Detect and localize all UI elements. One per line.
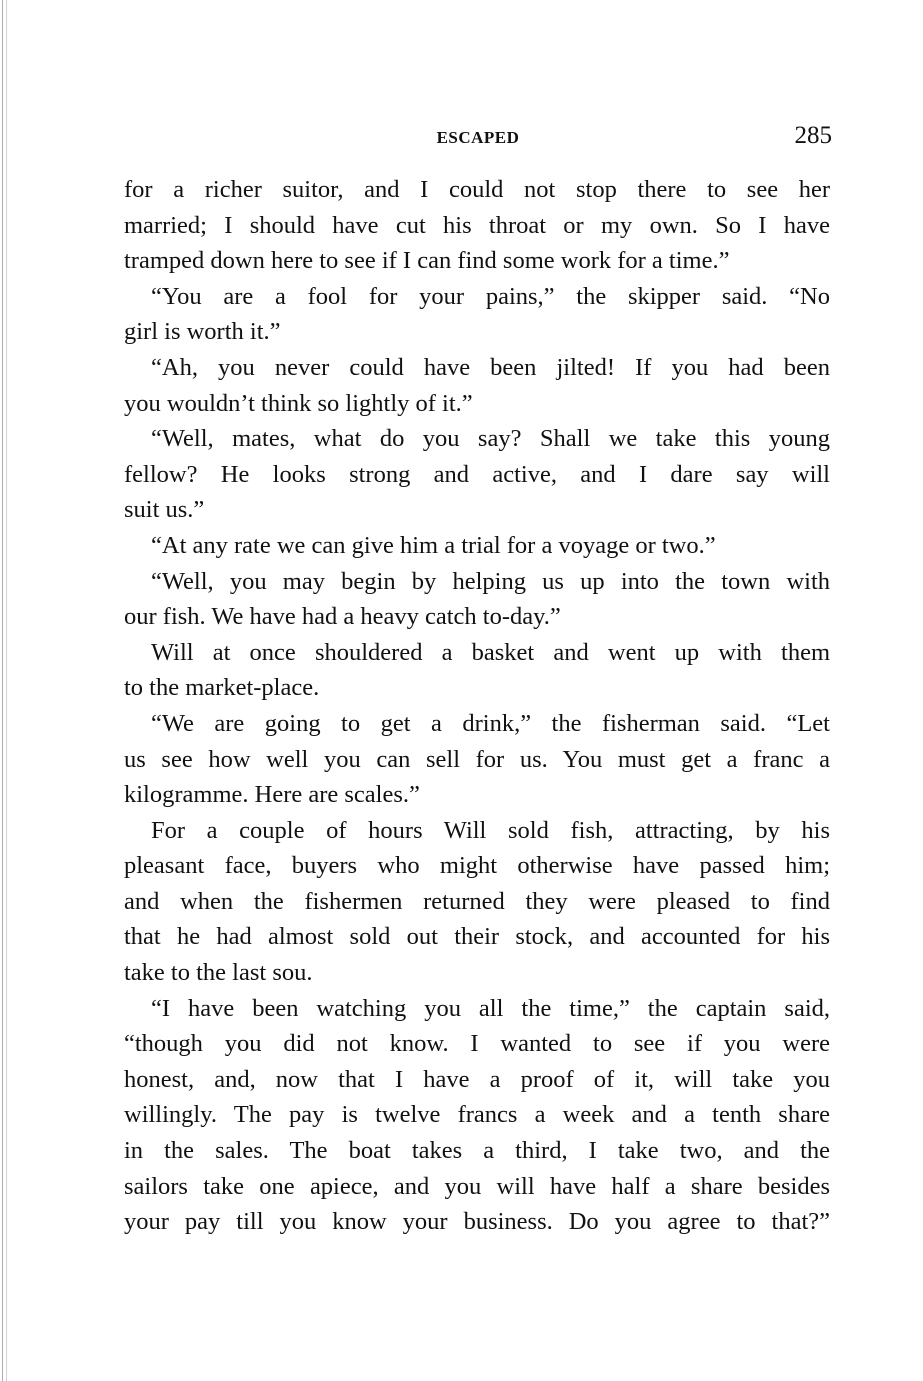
text-line: girl is worth it.” — [124, 318, 281, 346]
text-line: take to the last sou. — [124, 959, 313, 987]
body-text — [124, 172, 830, 1240]
text-line: suit us.” — [124, 496, 205, 524]
text-line: willingly. The pay is twelve francs a week and a tenth share — [124, 1101, 830, 1129]
text-line: “Well, you may begin by helping us up into the town with — [151, 567, 830, 595]
text-line: “At any rate we can give him a trial for a voyage or two.” — [151, 531, 716, 559]
text-line: kilogramme. Here are scales.” — [124, 781, 420, 809]
text-line: fellow? He looks strong and active, and I dare say will — [124, 460, 830, 488]
page-number: 285 — [794, 122, 832, 149]
text-line: your pay till you know your business. Do you agree to that?” — [124, 1208, 830, 1236]
text-line: that he had almost sold out their stock, and accounted for his — [124, 923, 830, 951]
text-line: “You are a fool for your pains,” the skipper said. “No — [151, 282, 830, 310]
text-line: Will at once shouldered a basket and went up with them — [151, 638, 830, 666]
text-line: “Well, mates, what do you say? Shall we take this young — [151, 425, 830, 453]
text-line: pleasant face, buyers who might otherwise have passed him; — [124, 852, 830, 880]
text-line: for a richer suitor, and I could not stop there to see her — [124, 176, 830, 203]
text-line: to the market-place. — [124, 674, 320, 702]
text-line: “though you did not know. I wanted to see if you were — [124, 1030, 830, 1058]
text-line: “Ah, you never could have been jilted! If you had been — [151, 353, 830, 381]
text-line: “We are going to get a drink,” the fisherman said. “Let — [151, 709, 830, 737]
text-line: our fish. We have had a heavy catch to-day.” — [124, 603, 561, 631]
text-line: us see how well you can sell for us. You must get a franc a — [124, 745, 830, 773]
text-line: in the sales. The boat takes a third, I take two, and the — [124, 1137, 830, 1165]
text-line: For a couple of hours Will sold fish, attracting, by his — [151, 816, 830, 844]
page-header — [124, 122, 832, 152]
page-binding-edge — [0, 0, 14, 1381]
text-line: tramped down here to see if I can find some work for a time.” — [124, 247, 730, 275]
text-line: sailors take one apiece, and you will have half a share besides — [124, 1172, 830, 1200]
text-line: and when the fishermen returned they were pleased to find — [124, 887, 830, 915]
text-line: “I have been watching you all the time,” the captain said, — [151, 994, 830, 1022]
running-head: ESCAPED — [436, 128, 520, 147]
text-line: married; I should have cut his throat or my own. So I have — [124, 211, 830, 239]
text-line: honest, and, now that I have a proof of it, will take you — [124, 1065, 830, 1093]
text-line: you wouldn’t think so lightly of it.” — [124, 389, 473, 417]
